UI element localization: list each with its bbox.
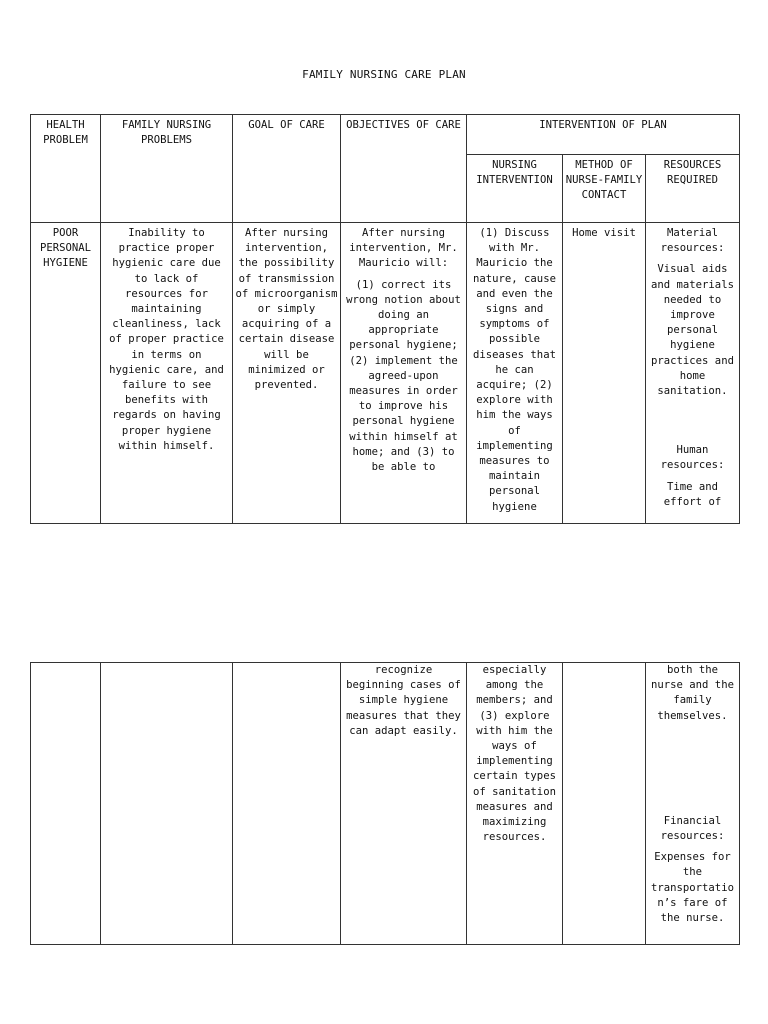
health-problem-cell: POOR PERSONAL HYGIENE bbox=[31, 223, 101, 524]
method-of-contact-cell-cont bbox=[563, 663, 646, 945]
spacer bbox=[648, 724, 737, 814]
header-goal-of-care: GOAL OF CARE bbox=[233, 115, 341, 223]
resources-cell bbox=[646, 223, 740, 524]
header-resources-required: RESOURCES REQUIRED bbox=[646, 155, 740, 223]
page-title: FAMILY NURSING CARE PLAN bbox=[302, 68, 466, 81]
financial-resources-text: Expenses for the transportation’s fare of the nurse. bbox=[651, 851, 734, 925]
method-of-contact-cell: Home visit bbox=[563, 223, 646, 524]
goal-of-care-cell: After nursing intervention, the possibility of transmission of microorganism or simply acquiring of a certain disease will be minimized or prevented. bbox=[233, 223, 341, 524]
human-resources-label: Human resources: bbox=[660, 444, 725, 472]
nursing-intervention-cell-cont: especially among the members; and (3) explore with him the ways of implementing certain types of sanitation measures and maximizing resources. bbox=[467, 663, 563, 945]
spacer bbox=[648, 399, 737, 443]
header-objectives-of-care: OBJECTIVES OF CARE bbox=[341, 115, 467, 223]
header-nursing-intervention: NURSING INTERVENTION bbox=[467, 155, 563, 223]
header-row bbox=[31, 115, 740, 155]
header-health-problem: HEALTH PROBLEM bbox=[31, 115, 101, 223]
material-resources-label: Material resources: bbox=[660, 227, 725, 255]
care-plan-table-page1 bbox=[30, 114, 740, 524]
header-method-of-contact: METHOD OF NURSE-FAMILY CONTACT bbox=[563, 155, 646, 223]
objectives-intro: After nursing intervention, Mr. Mauricio will: bbox=[349, 227, 458, 270]
human-resources-text-cont: both the nurse and the family themselves. bbox=[651, 664, 734, 722]
header-family-nursing-problems: FAMILY NURSING PROBLEMS bbox=[101, 115, 233, 223]
objectives-cell bbox=[341, 223, 467, 524]
material-resources-text: Visual aids and materials needed to improve personal hygiene practices and home sanitation. bbox=[651, 263, 734, 398]
objectives-text: (1) correct its wrong notion about doing an appropriate personal hygiene; (2) implement the agreed-upon measures in order to improve his personal hygiene within himself at home; and (3) to be able to bbox=[346, 278, 461, 474]
health-problem-cell-cont bbox=[31, 663, 101, 945]
human-resources-text: Time and effort of bbox=[663, 480, 722, 508]
header-intervention-of-plan: INTERVENTION OF PLAN bbox=[467, 115, 740, 155]
family-nursing-problem-cell-cont bbox=[101, 663, 233, 945]
table-row bbox=[31, 663, 740, 945]
objectives-cell-cont: recognize beginning cases of simple hygiene measures that they can adapt easily. bbox=[341, 663, 467, 945]
goal-of-care-cell-cont bbox=[233, 663, 341, 945]
financial-resources-label: Financial resources: bbox=[660, 814, 725, 843]
family-nursing-problem-cell: Inability to practice proper hygienic care due to lack of resources for maintaining cleanliness, lack of proper practice in terms on hygienic care, and failure to see benefits with regards on having proper hygiene within himself. bbox=[101, 223, 233, 524]
nursing-intervention-cell: (1) Discuss with Mr. Mauricio the nature, cause and even the signs and symptoms of possible diseases that he can acquire; (2) explore with him the ways of implementing measures to maintain personal hygiene bbox=[467, 223, 563, 524]
table-row bbox=[31, 223, 740, 524]
care-plan-table-page2 bbox=[30, 662, 740, 945]
resources-cell-cont bbox=[646, 663, 740, 945]
